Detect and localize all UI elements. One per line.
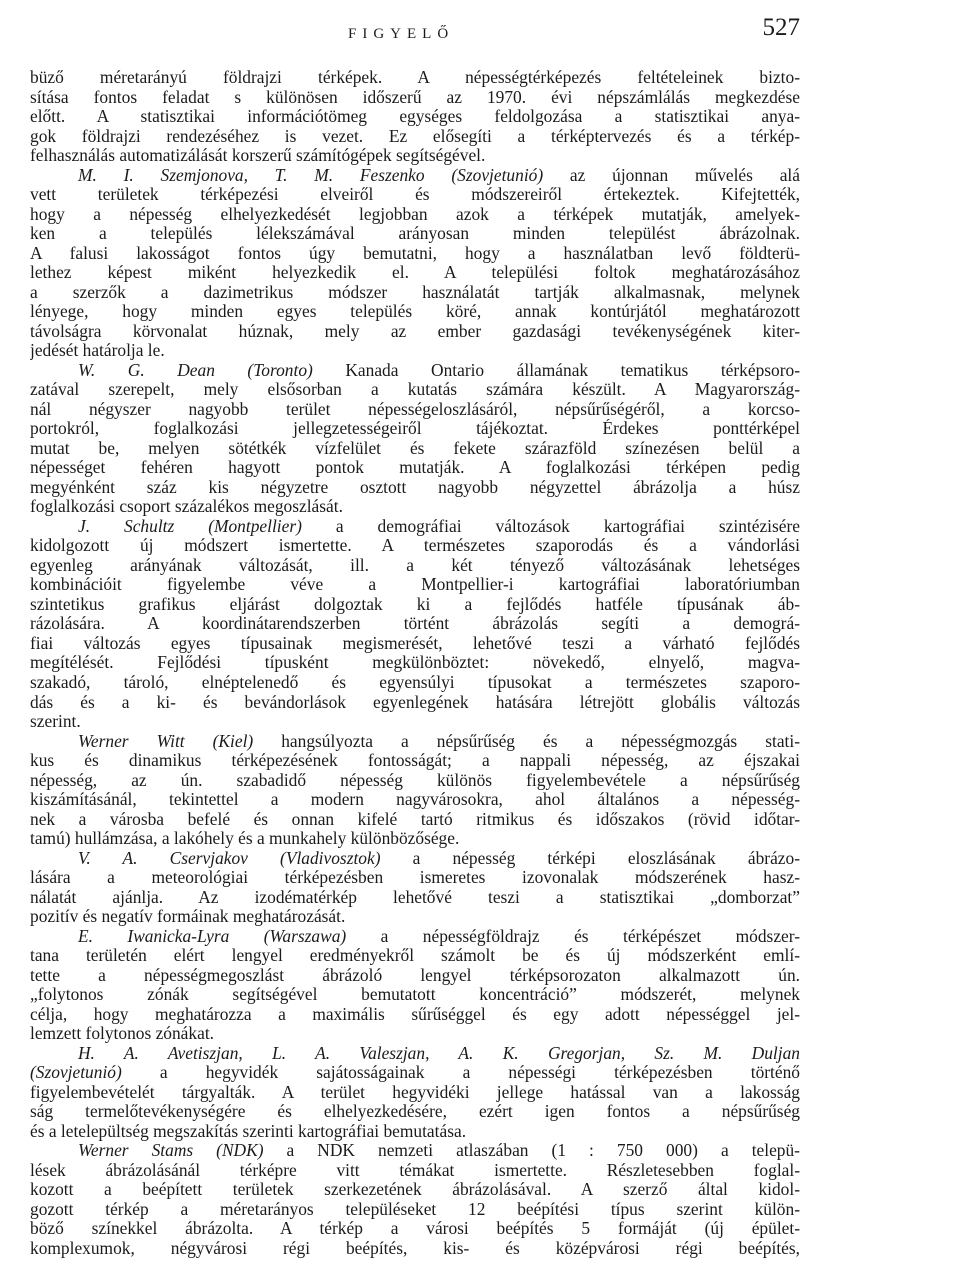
line-text: foglalkozási csoport százalékos megoszlását. xyxy=(30,497,343,517)
text-line xyxy=(30,810,800,830)
line-text: A falusi lakosságot fontos úgy bemutatni, hogy a használatban levő földterü- xyxy=(30,243,800,263)
text-line xyxy=(30,361,800,381)
line-text: szerint. xyxy=(30,712,81,732)
line-text: felhasználás automatizálását korszerű számítógépek segítségével. xyxy=(30,146,486,166)
text-line xyxy=(30,712,800,732)
text-line xyxy=(30,478,800,498)
text-line xyxy=(30,966,800,986)
text-line xyxy=(30,322,800,342)
text-line xyxy=(30,1200,800,1220)
author-name: E. Iwanicka-Lyra (Warszawa) xyxy=(78,926,347,946)
running-title: FIGYELŐ xyxy=(348,26,455,42)
line-text: gok földrajzi rendezéséhez is vezet. Ez elősegíti a térképtervezés és a térkép- xyxy=(30,126,800,146)
line-text: a demográfiai változások kartográfiai szintézisére xyxy=(301,516,800,536)
line-text: előtt. A statisztikai információtömeg egységes feldolgozása a statisztikai anya- xyxy=(30,107,800,127)
line-text: népességet fehéren hagyott pontok mutatják. A foglalkozási térképen pedig xyxy=(30,458,800,478)
line-text: büző méretarányú földrajzi térképek. A népességtérképezés feltételeinek bizto- xyxy=(30,68,800,87)
text-line xyxy=(30,771,800,791)
author-name: Werner Stams (NDK) xyxy=(78,1141,264,1161)
line-text: lására a meteorológiai térképezésben ismeretes izovonalak módszerének hasz- xyxy=(30,868,800,888)
line-text: hogy a népesség elhelyezkedését legjobban azok a térképek mutatják, amelyek- xyxy=(30,204,800,224)
text-line xyxy=(30,166,800,186)
text-line xyxy=(30,88,800,108)
line-text: dás és a ki- és bevándorlások egyenlegének hatására létrejött globális változás xyxy=(30,692,800,712)
line-text: nál négyszer nagyobb terület népességeloszlásáról, népsűrűségéről, a korcso- xyxy=(30,399,800,419)
text-line xyxy=(30,146,800,166)
article-body xyxy=(30,68,800,1258)
line-text: a népességföldrajz és térképészet módszer- xyxy=(346,926,800,946)
text-line xyxy=(30,1180,800,1200)
line-text: kiszámításánál, tekintettel a modern nagyvárosokra, ahol általános a népesség- xyxy=(30,790,800,810)
text-line xyxy=(30,1005,800,1025)
line-text: kus és dinamikus térképezésének fontosságát; a nappali népesség, az éjszakai xyxy=(30,751,800,771)
line-text: kombinációit figyelembe véve a Montpellier-i kartográfiai laboratóriumban xyxy=(30,575,800,595)
text-line xyxy=(30,517,800,537)
line-text: lemzett folytonos zónákat. xyxy=(30,1024,214,1044)
text-line xyxy=(30,1161,800,1181)
line-text: a szerzők a dazimetrikus módszer használatát tartják alkalmasnak, melynek xyxy=(30,282,800,302)
text-line xyxy=(30,380,800,400)
text-line xyxy=(30,536,800,556)
text-line xyxy=(30,790,800,810)
line-text: szintetikus grafikus eljárást dolgoztak ki a fejlődés hatféle típusának áb- xyxy=(30,594,800,614)
line-text: tette a népességmegoszlást ábrázoló lengyel térképsorozaton alkalmazott ún. xyxy=(30,965,800,985)
author-name: J. Schultz (Montpellier) xyxy=(78,516,302,536)
line-text: tamú) hullámzása, a lakóhely és a munkahely különbözősége. xyxy=(30,829,460,849)
line-text: böző színekkel ábrázolta. A térkép a városi beépítés 5 formáját (új épület- xyxy=(30,1219,800,1239)
author-name: Werner Witt (Kiel) xyxy=(78,731,254,751)
line-text: jedését határolja le. xyxy=(30,341,165,361)
line-text: egyenleg arányának változását, ill. a két tényező változásának lehetséges xyxy=(30,555,800,575)
text-line xyxy=(30,614,800,634)
text-line xyxy=(30,1141,800,1161)
line-text: lések ábrázolásánál térképre vitt témákat ismertette. Részletesebben foglal- xyxy=(30,1160,800,1180)
author-name: W. G. Dean (Toronto) xyxy=(78,360,313,380)
text-line xyxy=(30,693,800,713)
line-text: népesség, az ún. szabadidő népesség különös figyelembevétele a népsűrűség xyxy=(30,770,800,790)
text-line xyxy=(30,888,800,908)
line-text: vett területek térképezési elveiről és módszereiről értekeztek. Kifejtették, xyxy=(30,185,800,205)
line-text: sítása fontos feladat s különösen időszerű az 1970. évi népszámlálás megkezdése xyxy=(30,87,800,107)
author-name: (Szovjetunió) xyxy=(30,1063,122,1083)
author-name: V. A. Cservjakov (Vladivosztok) xyxy=(78,848,381,868)
text-line xyxy=(30,1083,800,1103)
line-text: Kanada Ontario államának tematikus térképsoro- xyxy=(312,360,800,380)
text-line xyxy=(30,732,800,752)
text-line xyxy=(30,868,800,888)
line-text: ság termelőtevékenységére és elhelyezkedésére, ezért igen fontos a népsűrűség xyxy=(30,1102,800,1122)
text-line xyxy=(30,244,800,264)
line-text: rázolására. A koordinátarendszerben történt ábrázolás segíti a demográ- xyxy=(30,614,800,634)
line-text: kidolgozott új módszert ismertette. A természetes szaporodás és a vándorlási xyxy=(30,536,800,556)
text-line xyxy=(30,653,800,673)
line-text: ken a település lélekszámával arányosan minden települést ábrázolnak. xyxy=(30,224,800,244)
text-line xyxy=(30,1219,800,1239)
line-text: portokról, foglalkozási jellegzetességeiről tájékoztat. Érdekes ponttérképel xyxy=(30,419,800,439)
text-line xyxy=(30,595,800,615)
line-text: zatával szerepelt, mely elsősorban a kutatás számára készült. A Magyarország- xyxy=(30,380,800,400)
line-text: pozitív és negatív formáinak meghatározását. xyxy=(30,907,346,927)
text-line xyxy=(30,946,800,966)
text-line xyxy=(30,927,800,947)
page-header xyxy=(30,14,800,54)
text-line xyxy=(30,1102,800,1122)
text-line xyxy=(30,829,800,849)
text-line xyxy=(30,400,800,420)
line-text: tana területén elért lengyel eredményekről számolt be és új módszerként emlí- xyxy=(30,946,800,966)
line-text: és a letelepültség megszakítás szerinti kartográfiai bemutatása. xyxy=(30,1121,467,1141)
text-line xyxy=(30,1122,800,1142)
line-text: távolságra körvonalat húznak, mely az ember gazdasági tevékenységének kiter- xyxy=(30,321,800,341)
line-text: az újonnan művelés alá xyxy=(543,165,800,185)
text-line xyxy=(30,283,800,303)
line-text: a hegyvidék sajátosságainak a népességi térképezésben történő xyxy=(121,1063,800,1083)
text-line xyxy=(30,634,800,654)
text-line xyxy=(30,849,800,869)
text-line xyxy=(30,1044,800,1064)
text-line xyxy=(30,1024,800,1044)
page-number: 527 xyxy=(762,14,800,41)
line-text: gozott térkép a méretarányos településeket 12 beépítési típus szerint külön- xyxy=(30,1199,800,1219)
text-line xyxy=(30,556,800,576)
text-line xyxy=(30,302,800,322)
text-line xyxy=(30,575,800,595)
text-line xyxy=(30,439,800,459)
text-line xyxy=(30,68,800,88)
line-text: nek a városba befelé és onnan kifelé tartó ritmikus és időszakos (rövid időtar- xyxy=(30,809,800,829)
text-line xyxy=(30,497,800,517)
text-line xyxy=(30,419,800,439)
text-line xyxy=(30,1063,800,1083)
line-text: figyelembevételét tárgyalták. A terület hegyvidéki jellege hatással van a lakosság xyxy=(30,1082,800,1102)
text-line xyxy=(30,673,800,693)
line-text: megítélését. Fejlődési típusként megkülönböztet: növekedő, elnyelő, magva- xyxy=(30,653,800,673)
line-text: hangsúlyozta a népsűrűség és a népességmozgás stati- xyxy=(253,731,800,751)
line-text: nálatát ajánlja. Az izodématérkép lehetővé teszi a statisztikai „domborzat” xyxy=(30,887,800,907)
line-text: a NDK nemzeti atlaszában (1 : 750 000) a telepü- xyxy=(263,1141,800,1161)
line-text: mutat be, melyen sötétkék vízfelület és fekete szárazföld színezésen belül a xyxy=(30,438,800,458)
text-line xyxy=(30,985,800,1005)
text-line xyxy=(30,1239,800,1259)
line-text: célja, hogy meghatározza a maximális sűrűséggel és egy adott népességgel jel- xyxy=(30,1004,800,1024)
line-text: komplexumok, négyvárosi régi beépítés, kis- és középvárosi régi beépítés, xyxy=(30,1238,800,1258)
line-text: fiai változás egyes típusainak megismerését, lehetővé teszi a várható fejlődés xyxy=(30,633,800,653)
text-line xyxy=(30,185,800,205)
text-line xyxy=(30,205,800,225)
text-line xyxy=(30,751,800,771)
text-line xyxy=(30,341,800,361)
line-text: lényege, hogy minden egyes település köré, annak kontúrjától meghatározott xyxy=(30,302,800,322)
text-line xyxy=(30,107,800,127)
line-text: megyénként száz kis négyzetre osztott nagyobb négyzettel ábrázolja a húsz xyxy=(30,477,800,497)
author-name: H. A. Avetiszjan, L. A. Valeszjan, A. K. Gregorjan, Sz. M. Duljan xyxy=(78,1043,800,1063)
line-text: szakadó, tároló, elnéptelenedő és egyensúlyi típusokat a természetes szaporo- xyxy=(30,672,800,692)
text-line xyxy=(30,263,800,283)
author-name: M. I. Szemjonova, T. M. Feszenko (Szovjetunió) xyxy=(78,165,544,185)
line-text: „folytonos zónák segítségével bemutatott koncentráció” módszerét, melynek xyxy=(30,985,800,1005)
text-line xyxy=(30,458,800,478)
text-line xyxy=(30,127,800,147)
text-line xyxy=(30,224,800,244)
line-text: kozott a beépített területek szerkezetének ábrázolásával. A szerző által kidol- xyxy=(30,1180,800,1200)
line-text: a népesség térképi eloszlásának ábrázo- xyxy=(380,848,800,868)
text-line xyxy=(30,907,800,927)
line-text: lethez képest miként helyezkedik el. A települési foltok meghatározásához xyxy=(30,263,800,283)
